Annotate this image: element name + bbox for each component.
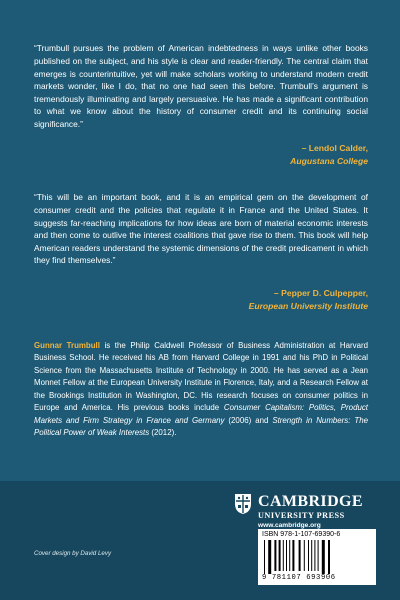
publisher-name: CAMBRIDGE [258,493,363,510]
publisher-press: UNIVERSITY PRESS [258,511,345,520]
attribution-institution: Augustana College [290,155,368,166]
author-bio [34,340,368,440]
bio-text: (2006) and [224,415,273,425]
barcode-bars [262,540,372,574]
publisher-url: www.cambridge.org [258,522,321,529]
author-name: Gunnar Trumbull [34,340,100,350]
barcode-number: 9 781107 693906 [262,574,336,582]
attribution-calder [290,142,368,167]
cover-design-credit: Cover design by David Levy [34,550,112,557]
attribution-name: – Pepper D. Culpepper, [273,288,368,298]
bio-text: (2012). [149,428,177,438]
quote-culpepper: “This will be an important book, and it is an empirical gem on the development of consumer credit and the policies that regulate it in France and the United States. It suggests far-reaching implications for how ideas are born of material economic interests and then come to outlive the interest coalitions that gave rise to them. This book will help American readers understand the systemic dimensions of the credit predicament in which they find themselves.” [34,192,368,266]
cambridge-crest-icon [234,493,252,515]
attribution-institution: European University Institute [248,300,368,311]
book-title: Consumer Capitalism: Politics, Product Markets and Firm Strategy in France and Germany [34,403,368,425]
book-title: Strength in Numbers: The Political Power of Weak Interests [34,415,368,438]
isbn-label: ISBN 978-1-107-69390-6 [262,531,341,538]
attribution-name: – Lendol Calder, [301,143,368,153]
attribution-culpepper [249,287,368,312]
isbn-barcode [258,529,376,585]
publisher-logo [258,494,378,530]
quote-calder: “Trumbull pursues the problem of American indebtedness in ways unlike other books published on the subject, and his style is clear and reader-friendly. The central claim that emerges is counterintuitive, yet will make scholars working to understand modern credit markets wonder, like I do, that no one had seen this before. Trumbull’s argument is tremendously illuminating and largely persuasive. He has made a significant contribution to what we know about the history of consumer credit and its continuing social significance.” [34,43,368,129]
bio-text: is the Philip Caldwell Professor of Business Administration at Harvard Business School. He received his AB from Harvard College in 1991 and his PhD in Political Science from the Massachusetts Institute of Technology in 2000. He has served as a Jean Monnet Fellow at the European University Institute in Florence, Italy, and a Research Fellow at the Brookings Institution in Washington, DC. His research focuses on consumer politics in Europe and America. His previous books include [34,340,368,413]
